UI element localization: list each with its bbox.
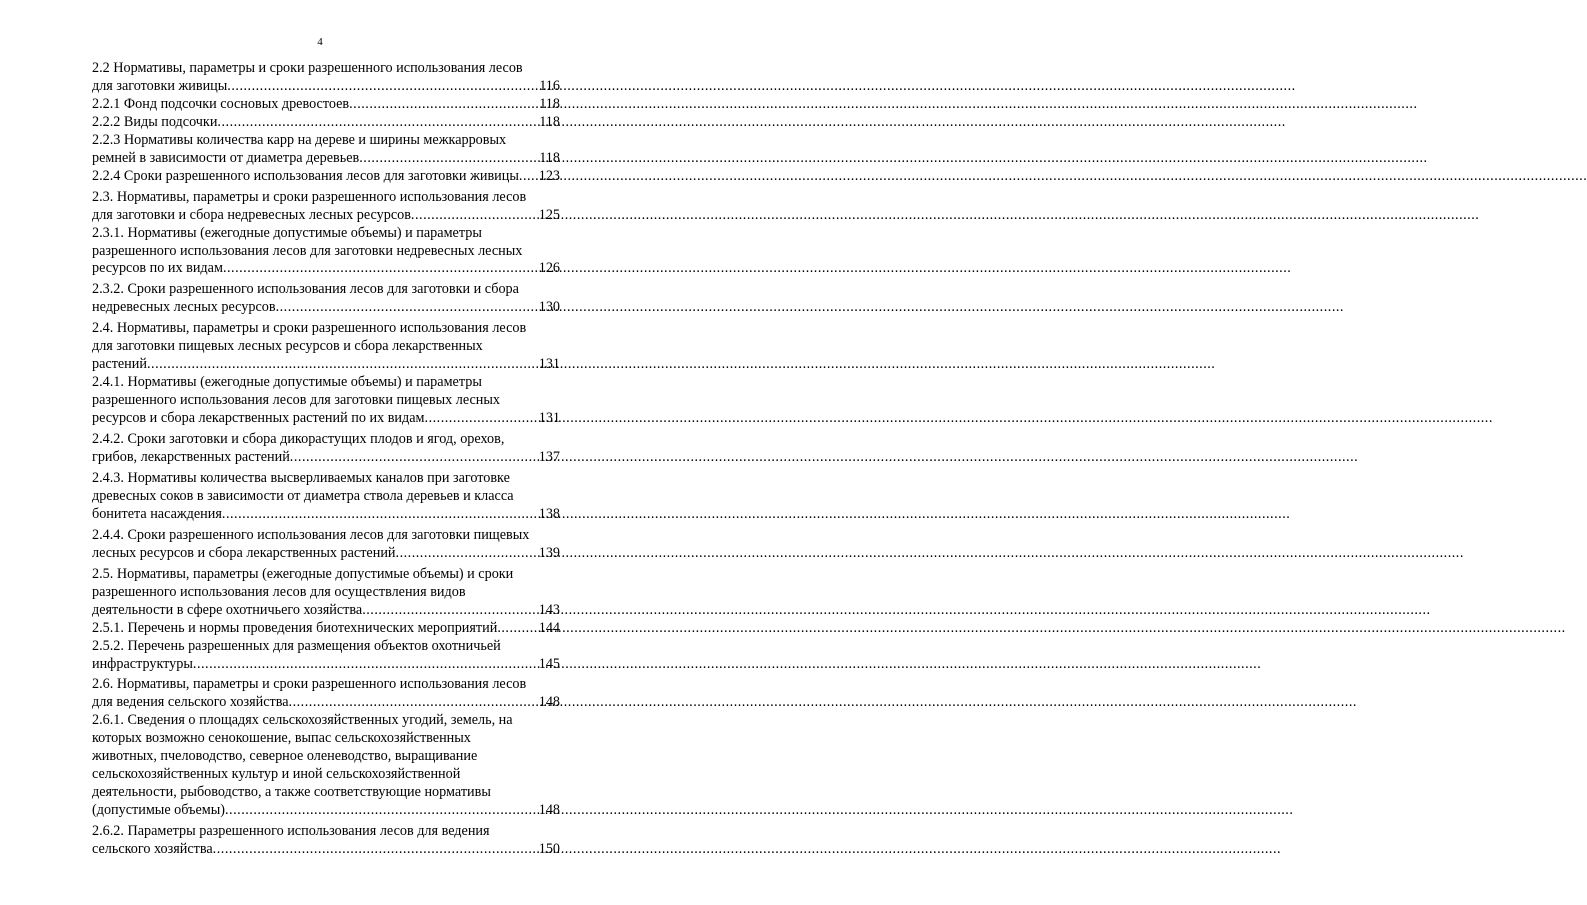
toc-entry xyxy=(92,225,560,279)
toc-entry xyxy=(92,566,560,620)
toc-entry-line: 2.3.1. Нормативы (ежегодные допустимые объемы) и параметры xyxy=(92,224,482,241)
toc-entry-last-line xyxy=(92,506,560,524)
toc-entry-line: 2.5.2. Перечень разрешенных для размещения объектов охотничьей xyxy=(92,637,501,654)
toc-entry-last-line xyxy=(92,356,560,374)
toc-page-number: 143 xyxy=(538,601,560,618)
dot-leader xyxy=(223,260,537,278)
toc-entry-text: для ведения сельского хозяйства xyxy=(92,694,289,711)
toc-entry-text: бонитета насаждения xyxy=(92,505,222,522)
toc-page-number: 150 xyxy=(538,841,560,858)
toc-entry-line: животных, пчеловодство, северное оленеводство, выращивание xyxy=(92,748,478,765)
toc-entry xyxy=(92,527,560,563)
toc-entry xyxy=(92,96,560,114)
toc-entry-text: ресурсов по их видам xyxy=(92,260,223,277)
dot-leader xyxy=(411,207,537,225)
toc-entry-line: деятельности, рыбоводство, а также соответствующие нормативы xyxy=(92,784,491,801)
toc-page-number: 131 xyxy=(538,356,560,373)
dot-leader xyxy=(193,656,537,674)
toc-entry-text: лесных ресурсов и сбора лекарственных растений xyxy=(92,544,396,561)
toc-entry xyxy=(92,676,560,712)
toc-page-number: 126 xyxy=(538,260,560,277)
toc-entry-text: 2.2.2 Виды подсочки xyxy=(92,113,218,130)
toc-entry-text: деятельности в сфере охотничьего хозяйства xyxy=(92,601,363,618)
toc-page-number: 131 xyxy=(538,410,560,427)
toc-entry-text: 2.2.1 Фонд подсочки сосновых древостоев xyxy=(92,95,350,112)
toc-entry-line: 2.4. Нормативы, параметры и сроки разрешенного использования лесов xyxy=(92,320,527,337)
toc-entry-text: недревесных лесных ресурсов xyxy=(92,299,276,316)
toc-entry-line: 2.4.3. Нормативы количества высверливаемых каналов при заготовке xyxy=(92,469,510,486)
toc-entry xyxy=(92,638,560,674)
toc-entry-last-line xyxy=(92,150,560,168)
dot-leader xyxy=(213,841,537,859)
toc-entry-line: 2.6. Нормативы, параметры и сроки разрешенного использования лесов xyxy=(92,676,527,693)
toc-entry xyxy=(92,374,560,428)
toc-entry-line: 2.3.2. Сроки разрешенного использования лесов для заготовки и сбора xyxy=(92,281,519,298)
toc-entry-last-line xyxy=(92,841,560,859)
toc-entry-line: древесных соков в зависимости от диаметра ствола деревьев и класса xyxy=(92,487,514,504)
toc-page-number: 118 xyxy=(539,113,560,130)
toc-entry-line: 2.6.1. Сведения о площадях сельскохозяйственных угодий, земель, на xyxy=(92,712,513,729)
dot-leader xyxy=(276,299,537,317)
toc-entry-line: которых возможно сенокошение, выпас сельскохозяйственных xyxy=(92,730,471,747)
toc-entry-last-line xyxy=(92,207,560,225)
dot-leader xyxy=(217,114,537,132)
toc-entry-last-line xyxy=(92,260,560,278)
toc-entry-line: разрешенного использования лесов для заготовки пищевых лесных xyxy=(92,392,500,409)
dot-leader xyxy=(289,694,537,712)
toc-entry xyxy=(92,189,560,225)
toc-entry-line: 2.5. Нормативы, параметры (ежегодные допустимые объемы) и сроки xyxy=(92,565,514,582)
toc-entry-line: для заготовки пищевых лесных ресурсов и сбора лекарственных xyxy=(92,338,483,355)
toc-entry xyxy=(92,132,560,168)
toc-entry xyxy=(92,320,560,374)
table-of-contents xyxy=(92,60,560,859)
toc-page-number: 138 xyxy=(538,505,560,522)
toc-entry xyxy=(92,470,560,524)
toc-entry-last-line xyxy=(92,620,560,638)
toc-page-number: 123 xyxy=(538,167,560,184)
toc-entry-last-line xyxy=(92,545,560,563)
toc-entry-line: 2.4.1. Нормативы (ежегодные допустимые объемы) и параметры xyxy=(92,374,482,391)
toc-entry-line: сельскохозяйственных культур и иной сельскохозяйственной xyxy=(92,766,461,783)
toc-page-number: 148 xyxy=(538,694,560,711)
toc-entry-line: 2.3. Нормативы, параметры и сроки разрешенного использования лесов xyxy=(92,188,527,205)
dot-leader xyxy=(396,545,537,563)
toc-page-number: 148 xyxy=(538,802,560,819)
toc-page-number: 118 xyxy=(539,149,560,166)
dot-leader xyxy=(147,356,537,374)
dot-leader xyxy=(225,802,537,820)
toc-entry-last-line xyxy=(92,410,560,428)
toc-entry-line: 2.4.2. Сроки заготовки и сбора дикорастущих плодов и ягод, орехов, xyxy=(92,431,505,448)
toc-entry-last-line xyxy=(92,802,560,820)
dot-leader xyxy=(359,150,537,168)
toc-entry-text: 2.5.1. Перечень и нормы проведения биотехнических мероприятий xyxy=(92,619,498,636)
toc-page-number: 130 xyxy=(538,299,560,316)
toc-entry-text: 2.2.4 Сроки разрешенного использования лесов для заготовки живицы xyxy=(92,167,519,184)
toc-entry-last-line xyxy=(92,299,560,317)
toc-entry-text: ресурсов и сбора лекарственных растений по их видам xyxy=(92,410,425,427)
toc-entry-line: 2.2 Нормативы, параметры и сроки разрешенного использования лесов xyxy=(92,60,523,76)
dot-leader xyxy=(362,602,537,620)
toc-entry-text: инфраструктуры xyxy=(92,655,193,672)
toc-entry xyxy=(92,620,560,638)
toc-entry-line: разрешенного использования лесов для заготовки недревесных лесных xyxy=(92,242,523,259)
toc-entry xyxy=(92,60,560,96)
toc-entry-text: для заготовки и сбора недревесных лесных ресурсов xyxy=(92,206,411,223)
toc-entry-text: грибов, лекарственных растений xyxy=(92,449,290,466)
toc-entry-last-line xyxy=(92,114,560,132)
toc-entry xyxy=(92,168,560,186)
toc-page-number: 145 xyxy=(538,655,560,672)
dot-leader xyxy=(425,410,537,428)
toc-page-number: 137 xyxy=(538,449,560,466)
toc-entry xyxy=(92,823,560,859)
toc-entry-text: сельского хозяйства xyxy=(92,841,213,858)
toc-page-number: 125 xyxy=(538,206,560,223)
dot-leader xyxy=(227,78,537,96)
toc-entry xyxy=(92,712,560,820)
page-number: 4 xyxy=(317,36,323,48)
toc-page-number: 116 xyxy=(539,77,560,94)
toc-page-number: 118 xyxy=(539,95,560,112)
toc-entry-last-line xyxy=(92,694,560,712)
toc-entry xyxy=(92,114,560,132)
toc-entry xyxy=(92,431,560,467)
dot-leader xyxy=(497,620,536,638)
toc-entry-last-line xyxy=(92,96,560,114)
toc-entry-line: 2.4.4. Сроки разрешенного использования лесов для заготовки пищевых xyxy=(92,526,530,543)
toc-entry-last-line xyxy=(92,602,560,620)
toc-page-number: 144 xyxy=(538,619,560,636)
toc-entry-line: 2.2.3 Нормативы количества карр на дереве и ширины межкарровых xyxy=(92,131,507,148)
dot-leader xyxy=(519,168,537,186)
toc-entry-last-line xyxy=(92,656,560,674)
toc-entry-last-line xyxy=(92,449,560,467)
dot-leader xyxy=(222,506,537,524)
dot-leader xyxy=(349,96,537,114)
toc-entry-last-line xyxy=(92,168,560,186)
toc-entry-line: разрешенного использования лесов для осуществления видов xyxy=(92,583,466,600)
toc-entry-text: для заготовки живицы xyxy=(92,77,228,94)
toc-entry-text: (допустимые объемы) xyxy=(92,802,225,819)
dot-leader xyxy=(290,449,537,467)
toc-page-number: 139 xyxy=(538,544,560,561)
toc-entry xyxy=(92,281,560,317)
toc-entry-last-line xyxy=(92,78,560,96)
toc-entry-line: 2.6.2. Параметры разрешенного использования лесов для ведения xyxy=(92,823,490,840)
toc-entry-text: растений xyxy=(92,356,147,373)
toc-entry-text: ремней в зависимости от диаметра деревьев xyxy=(92,149,360,166)
